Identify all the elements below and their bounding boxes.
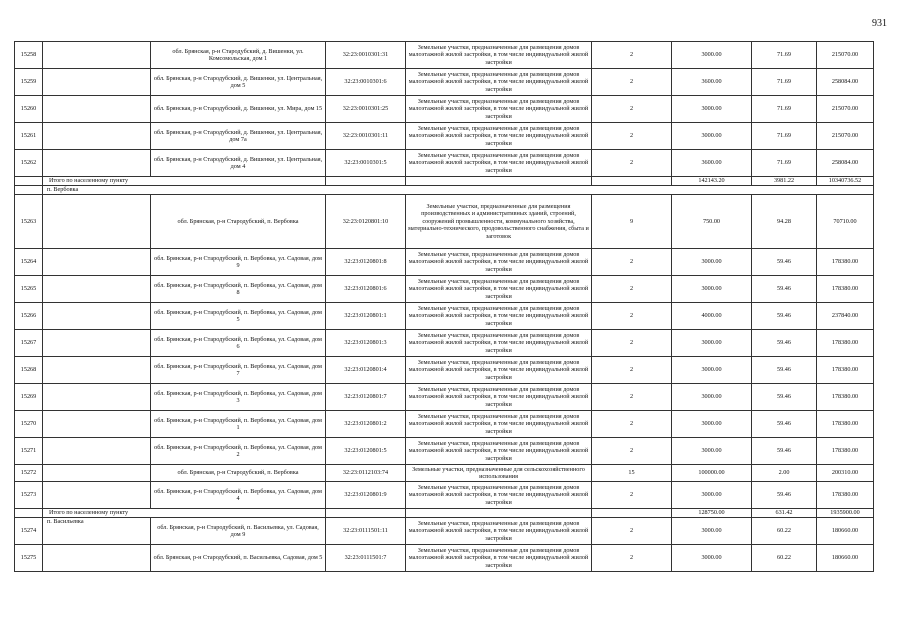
rate-cell: 59.46 <box>752 384 817 411</box>
address-cell: обл. Брянская, р-н Стародубский, п. Васильевка, Садовая, дом 5 <box>151 545 326 572</box>
settlement-cell <box>43 438 151 465</box>
row-number: 15266 <box>15 303 43 330</box>
table-row <box>15 518 874 545</box>
cadastral-number-cell: 32:23:0120801:7 <box>326 384 406 411</box>
area-cell: 4000.00 <box>672 303 752 330</box>
address-cell: обл. Брянская, р-н Стародубский, д. Вишенки, ул. Комсомольская, дом 1 <box>151 42 326 69</box>
cadastral-value-table <box>14 41 874 572</box>
settlement-cell <box>43 357 151 384</box>
row-number: 15261 <box>15 123 43 150</box>
cadastral-number-cell: 32:23:0010301:11 <box>326 123 406 150</box>
address-cell: обл. Брянская, р-н Стародубский, п. Вербовка, ул. Садовая, дом 4 <box>151 482 326 509</box>
row-number: 15258 <box>15 42 43 69</box>
subtotal-empty-cell <box>326 509 406 518</box>
land-purpose-cell: Земельные участки, предназначенные для размещения домов малоэтажной жилой застройки, в том числе индивидуальной жилой застройки <box>406 69 592 96</box>
address-cell: обл. Брянская, р-н Стародубский, п. Вербовка, ул. Садовая, дом 9 <box>151 249 326 276</box>
address-cell: обл. Брянская, р-н Стародубский, п. Вербовка, ул. Садовая, дом 3 <box>151 384 326 411</box>
rate-cell: 71.69 <box>752 150 817 177</box>
address-cell: обл. Брянская, р-н Стародубский, п. Вербовка, ул. Садовая, дом 7 <box>151 357 326 384</box>
cadastral-value-cell: 178380.00 <box>817 438 874 465</box>
land-purpose-cell: Земельные участки, предназначенные для размещения производственных и административных зданий, строений, сооружений промышленности, коммунального хозяйства, материально-технического, продовольственного снабжения, сбыта и заготовок <box>406 195 592 249</box>
group-cell: 2 <box>592 411 672 438</box>
area-cell: 3000.00 <box>672 249 752 276</box>
cadastral-value-cell: 215070.00 <box>817 42 874 69</box>
settlement-cell <box>43 42 151 69</box>
group-cell: 2 <box>592 42 672 69</box>
row-number: 15263 <box>15 195 43 249</box>
land-purpose-cell: Земельные участки, предназначенные для размещения домов малоэтажной жилой застройки, в том числе индивидуальной жилой застройки <box>406 123 592 150</box>
settlement-cell <box>43 465 151 482</box>
cadastral-value-cell: 258084.00 <box>817 150 874 177</box>
settlement-cell <box>43 96 151 123</box>
area-cell: 100000.00 <box>672 465 752 482</box>
cadastral-number-cell: 32:23:0010301:25 <box>326 96 406 123</box>
group-cell: 2 <box>592 276 672 303</box>
row-number: 15268 <box>15 357 43 384</box>
area-cell: 3000.00 <box>672 518 752 545</box>
group-cell: 2 <box>592 384 672 411</box>
table-row <box>15 357 874 384</box>
row-number: 15262 <box>15 150 43 177</box>
land-purpose-cell: Земельные участки, предназначенные для размещения домов малоэтажной жилой застройки, в том числе индивидуальной жилой застройки <box>406 482 592 509</box>
cadastral-value-cell: 178380.00 <box>817 330 874 357</box>
land-purpose-cell: Земельные участки, предназначенные для размещения домов малоэтажной жилой застройки, в том числе индивидуальной жилой застройки <box>406 384 592 411</box>
area-cell: 3000.00 <box>672 438 752 465</box>
table-row <box>15 276 874 303</box>
settlement-cell: п. Васильевка <box>43 518 151 545</box>
cadastral-value-cell: 237840.00 <box>817 303 874 330</box>
rate-cell: 94.28 <box>752 195 817 249</box>
cadastral-value-cell: 180660.00 <box>817 545 874 572</box>
row-number: 15270 <box>15 411 43 438</box>
group-cell: 2 <box>592 123 672 150</box>
table-row <box>15 384 874 411</box>
row-number: 15272 <box>15 465 43 482</box>
subtotal-empty-cell <box>406 177 592 186</box>
address-cell: обл. Брянская, р-н Стародубский, п. Вербовка, ул. Садовая, дом 2 <box>151 438 326 465</box>
address-cell: обл. Брянская, р-н Стародубский, д. Вишенки, ул. Мира, дом 15 <box>151 96 326 123</box>
rate-cell: 59.46 <box>752 357 817 384</box>
row-number: 15264 <box>15 249 43 276</box>
settlement-cell <box>43 150 151 177</box>
table-row <box>15 438 874 465</box>
table-row <box>15 465 874 482</box>
settlement-cell <box>43 249 151 276</box>
area-cell: 3000.00 <box>672 482 752 509</box>
cadastral-value-cell: 178380.00 <box>817 482 874 509</box>
cadastral-number-cell: 32:23:0120801:2 <box>326 411 406 438</box>
settlement-cell <box>43 195 151 249</box>
group-cell: 2 <box>592 96 672 123</box>
row-number: 15269 <box>15 384 43 411</box>
settlement-name: п. Вербовка <box>43 186 874 195</box>
table-row <box>15 150 874 177</box>
address-cell: обл. Брянская, р-н Стародубский, п. Вербовка, ул. Садовая, дом 5 <box>151 303 326 330</box>
row-number: 15267 <box>15 330 43 357</box>
subtotal-row <box>15 177 874 186</box>
land-purpose-cell: Земельные участки, предназначенные для размещения домов малоэтажной жилой застройки, в том числе индивидуальной жилой застройки <box>406 42 592 69</box>
area-cell: 750.00 <box>672 195 752 249</box>
group-cell: 2 <box>592 438 672 465</box>
subtotal-rate: 3981.22 <box>752 177 817 186</box>
land-purpose-cell: Земельные участки, предназначенные для размещения домов малоэтажной жилой застройки, в том числе индивидуальной жилой застройки <box>406 303 592 330</box>
cadastral-number-cell: 32:23:0120801:10 <box>326 195 406 249</box>
cadastral-value-cell: 200310.00 <box>817 465 874 482</box>
rate-cell: 59.46 <box>752 438 817 465</box>
land-purpose-cell: Земельные участки, предназначенные для размещения домов малоэтажной жилой застройки, в том числе индивидуальной жилой застройки <box>406 438 592 465</box>
cadastral-value-cell: 178380.00 <box>817 411 874 438</box>
group-cell: 2 <box>592 249 672 276</box>
rate-cell: 71.69 <box>752 42 817 69</box>
land-purpose-cell: Земельные участки, предназначенные для размещения домов малоэтажной жилой застройки, в том числе индивидуальной жилой застройки <box>406 249 592 276</box>
table-row <box>15 330 874 357</box>
area-cell: 3000.00 <box>672 545 752 572</box>
table-row <box>15 195 874 249</box>
area-cell: 3600.00 <box>672 150 752 177</box>
land-purpose-cell: Земельные участки, предназначенные для размещения домов малоэтажной жилой застройки, в том числе индивидуальной жилой застройки <box>406 150 592 177</box>
area-cell: 3000.00 <box>672 330 752 357</box>
settlement-cell <box>43 545 151 572</box>
land-purpose-cell: Земельные участки, предназначенные для размещения домов малоэтажной жилой застройки, в том числе индивидуальной жилой застройки <box>406 545 592 572</box>
cadastral-number-cell: 32:23:0010301:6 <box>326 69 406 96</box>
table-body <box>15 42 874 572</box>
cadastral-value-cell: 180660.00 <box>817 518 874 545</box>
land-purpose-cell: Земельные участки, предназначенные для размещения домов малоэтажной жилой застройки, в том числе индивидуальной жилой застройки <box>406 518 592 545</box>
settlement-header-row <box>15 186 874 195</box>
group-cell: 2 <box>592 482 672 509</box>
cadastral-value-cell: 178380.00 <box>817 276 874 303</box>
table-row <box>15 69 874 96</box>
subtotal-empty-cell <box>592 177 672 186</box>
settlement-cell <box>43 123 151 150</box>
cadastral-value-cell: 178380.00 <box>817 249 874 276</box>
group-cell: 15 <box>592 465 672 482</box>
cadastral-number-cell: 32:23:0120801:4 <box>326 357 406 384</box>
address-cell: обл. Брянская, р-н Стародубский, п. Вербовка <box>151 195 326 249</box>
subtotal-num-cell <box>15 509 43 518</box>
row-number: 15274 <box>15 518 43 545</box>
cadastral-number-cell: 32:23:0111501:7 <box>326 545 406 572</box>
row-number: 15273 <box>15 482 43 509</box>
table-row <box>15 96 874 123</box>
table-row <box>15 249 874 276</box>
row-number: 15265 <box>15 276 43 303</box>
subtotal-rate: 631.42 <box>752 509 817 518</box>
cadastral-value-cell: 70710.00 <box>817 195 874 249</box>
page-number: 931 <box>872 18 887 29</box>
land-purpose-cell: Земельные участки, предназначенные для размещения домов малоэтажной жилой застройки, в том числе индивидуальной жилой застройки <box>406 357 592 384</box>
rate-cell: 60.22 <box>752 545 817 572</box>
table-row <box>15 411 874 438</box>
subtotal-value: 10340736.52 <box>817 177 874 186</box>
cadastral-number-cell: 32:23:0120801:9 <box>326 482 406 509</box>
area-cell: 3000.00 <box>672 276 752 303</box>
rate-cell: 59.46 <box>752 249 817 276</box>
rate-cell: 59.46 <box>752 482 817 509</box>
rate-cell: 71.69 <box>752 123 817 150</box>
land-purpose-cell: Земельные участки, предназначенные для размещения домов малоэтажной жилой застройки, в том числе индивидуальной жилой застройки <box>406 96 592 123</box>
rate-cell: 71.69 <box>752 96 817 123</box>
cadastral-number-cell: 32:23:0120801:8 <box>326 249 406 276</box>
table-row <box>15 303 874 330</box>
rate-cell: 59.46 <box>752 330 817 357</box>
subtotal-area: 142143.20 <box>672 177 752 186</box>
row-number: 15271 <box>15 438 43 465</box>
subtotal-num-cell <box>15 177 43 186</box>
land-purpose-cell: Земельные участки, предназначенные для размещения домов малоэтажной жилой застройки, в том числе индивидуальной жилой застройки <box>406 276 592 303</box>
table-row <box>15 42 874 69</box>
row-number: 15275 <box>15 545 43 572</box>
cadastral-number-cell: 32:23:0120801:5 <box>326 438 406 465</box>
section-num-cell <box>15 186 43 195</box>
cadastral-number-cell: 32:23:0120801:6 <box>326 276 406 303</box>
cadastral-value-cell: 178380.00 <box>817 384 874 411</box>
settlement-cell <box>43 411 151 438</box>
cadastral-number-cell: 32:23:0120801:3 <box>326 330 406 357</box>
table-row <box>15 482 874 509</box>
rate-cell: 71.69 <box>752 69 817 96</box>
area-cell: 3600.00 <box>672 69 752 96</box>
land-purpose-cell: Земельные участки, предназначенные для размещения домов малоэтажной жилой застройки, в том числе индивидуальной жилой застройки <box>406 330 592 357</box>
settlement-cell <box>43 330 151 357</box>
rate-cell: 59.46 <box>752 303 817 330</box>
address-cell: обл. Брянская, р-н Стародубский, д. Вишенки, ул. Центральная, дом 4 <box>151 150 326 177</box>
land-purpose-cell: Земельные участки, предназначенные для размещения домов малоэтажной жилой застройки, в том числе индивидуальной жилой застройки <box>406 411 592 438</box>
row-number: 15260 <box>15 96 43 123</box>
group-cell: 2 <box>592 357 672 384</box>
subtotal-empty-cell <box>406 509 592 518</box>
area-cell: 3000.00 <box>672 411 752 438</box>
group-cell: 2 <box>592 518 672 545</box>
cadastral-number-cell: 32:23:0112103:74 <box>326 465 406 482</box>
subtotal-value: 1935900.00 <box>817 509 874 518</box>
group-cell: 2 <box>592 545 672 572</box>
address-cell: обл. Брянская, р-н Стародубский, п. Васильевка, ул. Садовая, дом 9 <box>151 518 326 545</box>
cadastral-number-cell: 32:23:0120801:1 <box>326 303 406 330</box>
subtotal-label: Итого по населенному пункту <box>43 509 326 518</box>
cadastral-number-cell: 32:23:0010301:31 <box>326 42 406 69</box>
area-cell: 3000.00 <box>672 123 752 150</box>
cadastral-value-cell: 215070.00 <box>817 96 874 123</box>
area-cell: 3000.00 <box>672 42 752 69</box>
settlement-cell <box>43 482 151 509</box>
address-cell: обл. Брянская, р-н Стародубский, д. Вишенки, ул. Центральная, дом 5 <box>151 69 326 96</box>
cadastral-number-cell: 32:23:0111501:11 <box>326 518 406 545</box>
subtotal-row <box>15 509 874 518</box>
subtotal-label: Итого по населенному пункту <box>43 177 326 186</box>
group-cell: 2 <box>592 330 672 357</box>
row-number: 15259 <box>15 69 43 96</box>
subtotal-empty-cell <box>592 509 672 518</box>
address-cell: обл. Брянская, р-н Стародубский, п. Вербовка, ул. Садовая, дом 8 <box>151 276 326 303</box>
rate-cell: 60.22 <box>752 518 817 545</box>
table-row <box>15 123 874 150</box>
group-cell: 2 <box>592 303 672 330</box>
rate-cell: 59.46 <box>752 276 817 303</box>
area-cell: 3000.00 <box>672 96 752 123</box>
settlement-cell <box>43 69 151 96</box>
address-cell: обл. Брянская, р-н Стародубский, д. Вишенки, ул. Центральная, дом 7а <box>151 123 326 150</box>
area-cell: 3000.00 <box>672 357 752 384</box>
settlement-cell <box>43 303 151 330</box>
rate-cell: 59.46 <box>752 411 817 438</box>
address-cell: обл. Брянская, р-н Стародубский, п. Вербовка, ул. Садовая, дом 1 <box>151 411 326 438</box>
cadastral-value-cell: 178380.00 <box>817 357 874 384</box>
address-cell: обл. Брянская, р-н Стародубский, п. Вербовка, ул. Садовая, дом 6 <box>151 330 326 357</box>
address-cell: обл. Брянская, р-н Стародубский, п. Вербовка <box>151 465 326 482</box>
group-cell: 2 <box>592 150 672 177</box>
settlement-cell <box>43 276 151 303</box>
cadastral-value-cell: 215070.00 <box>817 123 874 150</box>
cadastral-number-cell: 32:23:0010301:5 <box>326 150 406 177</box>
subtotal-area: 128750.00 <box>672 509 752 518</box>
cadastral-value-cell: 258084.00 <box>817 69 874 96</box>
settlement-cell <box>43 384 151 411</box>
subtotal-empty-cell <box>326 177 406 186</box>
table-row <box>15 545 874 572</box>
land-purpose-cell: Земельные участки, предназначенные для сельскохозяйственного использования <box>406 465 592 482</box>
group-cell: 2 <box>592 69 672 96</box>
area-cell: 3000.00 <box>672 384 752 411</box>
rate-cell: 2.00 <box>752 465 817 482</box>
group-cell: 9 <box>592 195 672 249</box>
